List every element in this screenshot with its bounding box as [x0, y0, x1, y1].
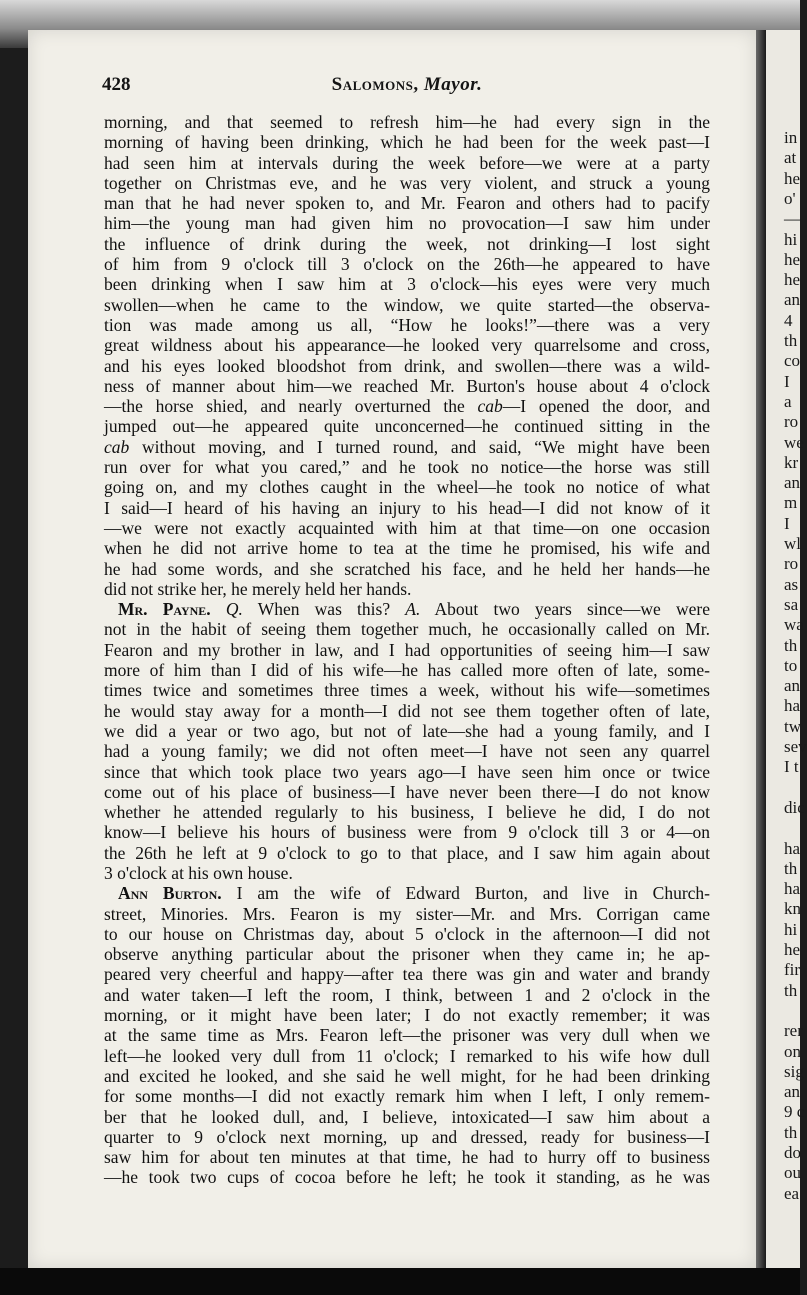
- text-segment: to our house on Christmas day, about 5 o'clock in the afternoon—I did not: [104, 923, 710, 944]
- text-segment: 3 o'clock at his own house.: [104, 862, 293, 883]
- text-line: [104, 985, 710, 1005]
- adjacent-page-fragment: co: [784, 351, 801, 371]
- text-line: [104, 254, 710, 274]
- text-line: [104, 538, 710, 558]
- adjacent-page-fragment: m: [784, 493, 798, 513]
- text-line: [104, 599, 710, 619]
- text-line: [104, 335, 710, 355]
- adjacent-page-fragment: an: [784, 1082, 801, 1102]
- text-segment: had a young family; we did not often meet—I have not seen any quarrel: [104, 741, 710, 762]
- text-segment: ness of manner about him—we reached Mr. Burton's house about 4 o'clock: [104, 375, 710, 396]
- text-line: [104, 213, 710, 233]
- text-segment: not in the habit of seeing them together much, he occasionally called on Mr.: [104, 619, 710, 640]
- text-segment: the 26th he left at 9 o'clock to go to that place, and I saw him again about: [104, 842, 710, 863]
- text-segment: since that which took place two years ago—I have seen him once or twice: [104, 761, 710, 782]
- adjacent-page-fragment: sig: [784, 1061, 804, 1081]
- adjacent-page-fragment: ea: [784, 1183, 800, 1203]
- text-line: [104, 680, 710, 700]
- adjacent-page-fragment: I: [784, 513, 790, 533]
- text-segment: the influence of drink during the week, not drinking—I lost sight: [104, 233, 710, 254]
- adjacent-page-fragment: th: [784, 331, 798, 350]
- text-segment: he would stay away for a month—I did not see them together often of late,: [104, 700, 710, 721]
- adjacent-page-fragment: kr: [784, 452, 799, 472]
- adjacent-page-fragment: ro: [784, 412, 799, 432]
- text-line: [104, 356, 710, 376]
- adjacent-page-fragment: on: [784, 1041, 801, 1061]
- adjacent-page-fragment: —: [784, 209, 801, 229]
- text-segment: times twice and sometimes three times a week, without his wife—sometimes: [104, 680, 710, 701]
- text-segment: tion was made among us all, “How he looks!”—there was a very: [104, 314, 710, 335]
- text-segment: come out of his place of business—I have never been there—I do not know: [104, 781, 710, 802]
- text-segment: saw him for about ten minutes at that time, he had to hurry off to business: [104, 1147, 710, 1168]
- text-line: [104, 498, 710, 518]
- book-gutter: [756, 30, 766, 1268]
- text-line: [104, 944, 710, 964]
- text-segment: —he took two cups of cocoa before he left; he took it standing, as he was: [104, 1167, 710, 1188]
- adjacent-page-fragment: an: [784, 473, 801, 493]
- text-line: [104, 822, 710, 842]
- adjacent-page-fragment: ha: [784, 838, 801, 858]
- adjacent-page-fragment: wa: [784, 615, 804, 635]
- running-header: [102, 74, 712, 100]
- text-segment: when he did not arrive home to tea at the time he promised, his wife and: [104, 538, 710, 559]
- adjacent-page-fragment: as: [784, 574, 799, 594]
- text-line: [104, 376, 710, 396]
- text-line: [104, 640, 710, 660]
- text-segment: swollen—when he came to the window, we quite started—the observa-: [104, 294, 710, 315]
- adjacent-page-fragment: ha: [784, 879, 801, 899]
- text-segment: Q.: [225, 599, 243, 620]
- text-segment: [211, 599, 226, 619]
- text-line: [104, 559, 710, 579]
- text-segment: been drinking when I saw him at 3 o'clock—his eyes were very much: [104, 274, 710, 295]
- text-segment: About two years since—we were: [420, 599, 710, 620]
- adjacent-page-fragment: o': [784, 188, 796, 208]
- running-title-office: Mayor.: [423, 74, 483, 95]
- text-line: [104, 762, 710, 782]
- text-line: [104, 234, 710, 254]
- page-number: 428: [102, 74, 131, 95]
- adjacent-page-fragment: we: [784, 432, 804, 452]
- adjacent-page-fragment: th: [784, 635, 798, 655]
- text-line: [104, 1167, 710, 1187]
- text-line: [104, 964, 710, 984]
- text-line: [104, 619, 710, 639]
- adjacent-page-fragment: dic: [784, 797, 805, 817]
- text-segment: I said—I heard of his having an injury to his head—I did not know of it: [104, 497, 710, 518]
- text-segment: going on, and my clothes caught in the wheel—he took no notice of what: [104, 477, 710, 498]
- speaker-name: Mr. Payne.: [118, 599, 211, 620]
- text-line: [104, 843, 710, 863]
- adjacent-page-fragment: ro: [784, 554, 799, 574]
- adjacent-page-fragment: I: [784, 371, 790, 391]
- text-segment: A.: [405, 599, 421, 620]
- adjacent-page-fragment: th: [784, 980, 798, 1000]
- adjacent-page-fragment: he: [784, 249, 801, 269]
- text-segment: run over for what you cared,” and he took no notice—the horse was still: [104, 457, 710, 478]
- text-segment: more of him than I did of his wife—he has called more often of late, some-: [104, 660, 710, 681]
- running-title-name: Salomons,: [331, 74, 419, 95]
- text-line: [104, 660, 710, 680]
- text-line: [104, 1107, 710, 1127]
- adjacent-page-fragment: at: [784, 148, 797, 168]
- text-line: [104, 701, 710, 721]
- text-segment: together on Christmas eve, and he was very violent, and struck a young: [104, 172, 710, 193]
- text-segment: left—he looked very dull from 11 o'clock; I remarked to his wife how dull: [104, 1045, 710, 1066]
- text-segment: without moving, and I turned round, and said, “We might have been: [129, 436, 710, 457]
- text-line: [104, 132, 710, 152]
- text-line: [104, 883, 710, 903]
- text-line: [104, 579, 710, 599]
- text-segment: observe anything particular about the prisoner when they came in; he ap-: [104, 944, 710, 965]
- text-segment: whether he attended regularly to his business, I believe he did, I do not: [104, 802, 710, 823]
- text-line: [104, 1147, 710, 1167]
- text-segment: of him from 9 o'clock till 3 o'clock on the 26th—he appeared to have: [104, 254, 710, 275]
- text-segment: and his eyes looked bloodshot from drink, and swollen—there was a wild-: [104, 355, 710, 376]
- text-segment: morning, and that seemed to refresh him—he had every sign in the: [104, 112, 710, 132]
- text-segment: he had some words, and she scratched his face, and he held her hands—he: [104, 558, 710, 579]
- body-text: [104, 112, 710, 1188]
- text-segment: cab: [104, 436, 130, 457]
- speaker-name: Ann Burton.: [118, 883, 222, 904]
- text-line: [104, 477, 710, 497]
- text-segment: quarter to 9 o'clock next morning, up and dressed, ready for business—I: [104, 1126, 710, 1147]
- adjacent-page-fragment: an: [784, 676, 801, 696]
- text-segment: —the horse shied, and nearly overturned the: [104, 396, 478, 417]
- text-segment: street, Minories. Mrs. Fearon is my sister—Mr. and Mrs. Corrigan came: [104, 903, 710, 924]
- text-line: [104, 1046, 710, 1066]
- adjacent-page-fragments: [766, 30, 807, 1268]
- text-line: [104, 802, 710, 822]
- adjacent-page-fragment: th: [784, 858, 798, 878]
- adjacent-page-fragment: he: [784, 270, 801, 290]
- text-segment: —we were not exactly acquainted with him at that time—on one occasion: [104, 517, 710, 538]
- text-line: [104, 153, 710, 173]
- text-segment: did not strike her, he merely held her hands.: [104, 578, 412, 599]
- text-line: [104, 193, 710, 213]
- adjacent-page-fragment: an: [784, 290, 801, 310]
- text-line: [104, 741, 710, 761]
- adjacent-page-fragment: in: [784, 128, 798, 147]
- text-segment: we did a year or two ago, but not of late—she had a young family, and I: [104, 720, 710, 741]
- adjacent-page-fragment: sa: [784, 594, 799, 614]
- adjacent-page-fragment: rer: [784, 1021, 803, 1041]
- text-segment: and excited he looked, and she said he well might, for he had been drinking: [104, 1065, 710, 1086]
- text-line: [104, 1127, 710, 1147]
- text-segment: —I opened the door, and: [502, 396, 710, 417]
- text-segment: and water taken—I left the room, I think, between 1 and 2 o'clock in the: [104, 984, 710, 1005]
- text-segment: cab: [477, 396, 503, 417]
- text-line: [104, 437, 710, 457]
- adjacent-page-fragment: sev: [784, 737, 807, 756]
- adjacent-page-fragment: kn: [784, 899, 801, 919]
- adjacent-page-fragment: hi: [784, 919, 798, 939]
- text-line: [104, 1025, 710, 1045]
- text-line: [104, 173, 710, 193]
- text-segment: man that he had never spoken to, and Mr. Fearon and others had to pacify: [104, 193, 710, 214]
- adjacent-page-fragment: do: [784, 1143, 801, 1162]
- text-segment: great wildness about his appearance—he looked very quarrelsome and cross,: [104, 335, 710, 356]
- running-title: [102, 74, 712, 96]
- adjacent-page-fragment: 9 c: [784, 1102, 805, 1122]
- text-segment: morning of having been drinking, which he had been for the week past—I: [104, 132, 710, 153]
- text-line: [104, 518, 710, 538]
- adjacent-page-fragment: fir: [784, 960, 801, 980]
- adjacent-page-fragment: 4: [784, 310, 793, 330]
- adjacent-page-fragment: he: [784, 940, 801, 959]
- text-segment: for some months—I did not exactly remark him when I left, I only remem-: [104, 1086, 710, 1107]
- text-line: [104, 924, 710, 944]
- text-segment: had seen him at intervals during the week before—we were at a party: [104, 152, 710, 173]
- adjacent-page-fragment: ha: [784, 696, 801, 716]
- text-segment: him—the young man had given him no provocation—I saw him under: [104, 213, 710, 234]
- adjacent-page-fragment: a: [784, 391, 792, 411]
- adjacent-page-fragment: th: [784, 1122, 798, 1142]
- text-line: [104, 721, 710, 741]
- text-segment: When was this?: [242, 599, 406, 620]
- text-line: [104, 1005, 710, 1025]
- text-segment: know—I believe his hours of business were from 9 o'clock till 3 or 4—on: [104, 822, 710, 843]
- text-segment: Fearon and my brother in law, and I had opportunities of seeing him—I saw: [104, 639, 710, 660]
- text-line: [104, 315, 710, 335]
- adjacent-page-fragment: tw: [784, 716, 801, 736]
- text-segment: at the same time as Mrs. Fearon left—the prisoner was very dull when we: [104, 1025, 710, 1046]
- text-line: [104, 274, 710, 294]
- scan-bottom-edge: [0, 1268, 800, 1295]
- text-line: [104, 1086, 710, 1106]
- text-line: [104, 904, 710, 924]
- text-line: [104, 1066, 710, 1086]
- text-segment: I am the wife of Edward Burton, and live in Church-: [221, 883, 711, 904]
- text-line: [104, 457, 710, 477]
- text-line: [104, 782, 710, 802]
- text-segment: ber that he looked dull, and, I believe, intoxicated—I saw him about a: [104, 1106, 710, 1127]
- adjacent-page-fragment: he: [784, 168, 801, 188]
- text-line: [104, 863, 710, 883]
- text-line: [104, 416, 710, 436]
- text-segment: peared very cheerful and happy—after tea there was gin and water and brandy: [104, 964, 710, 985]
- adjacent-page-fragment: to: [784, 655, 798, 675]
- adjacent-page-fragment: I t: [784, 757, 799, 777]
- text-segment: jumped out—he appeared quite unconcerned—he continued sitting in the: [104, 416, 710, 437]
- adjacent-page-fragment: wl: [784, 534, 801, 553]
- text-line: [104, 295, 710, 315]
- adjacent-page-fragment: ou: [784, 1163, 801, 1183]
- adjacent-page-fragment: hi: [784, 229, 798, 249]
- text-line: [104, 112, 710, 132]
- text-segment: morning, or it might have been later; I do not exactly remember; it was: [104, 1005, 710, 1026]
- text-line: [104, 396, 710, 416]
